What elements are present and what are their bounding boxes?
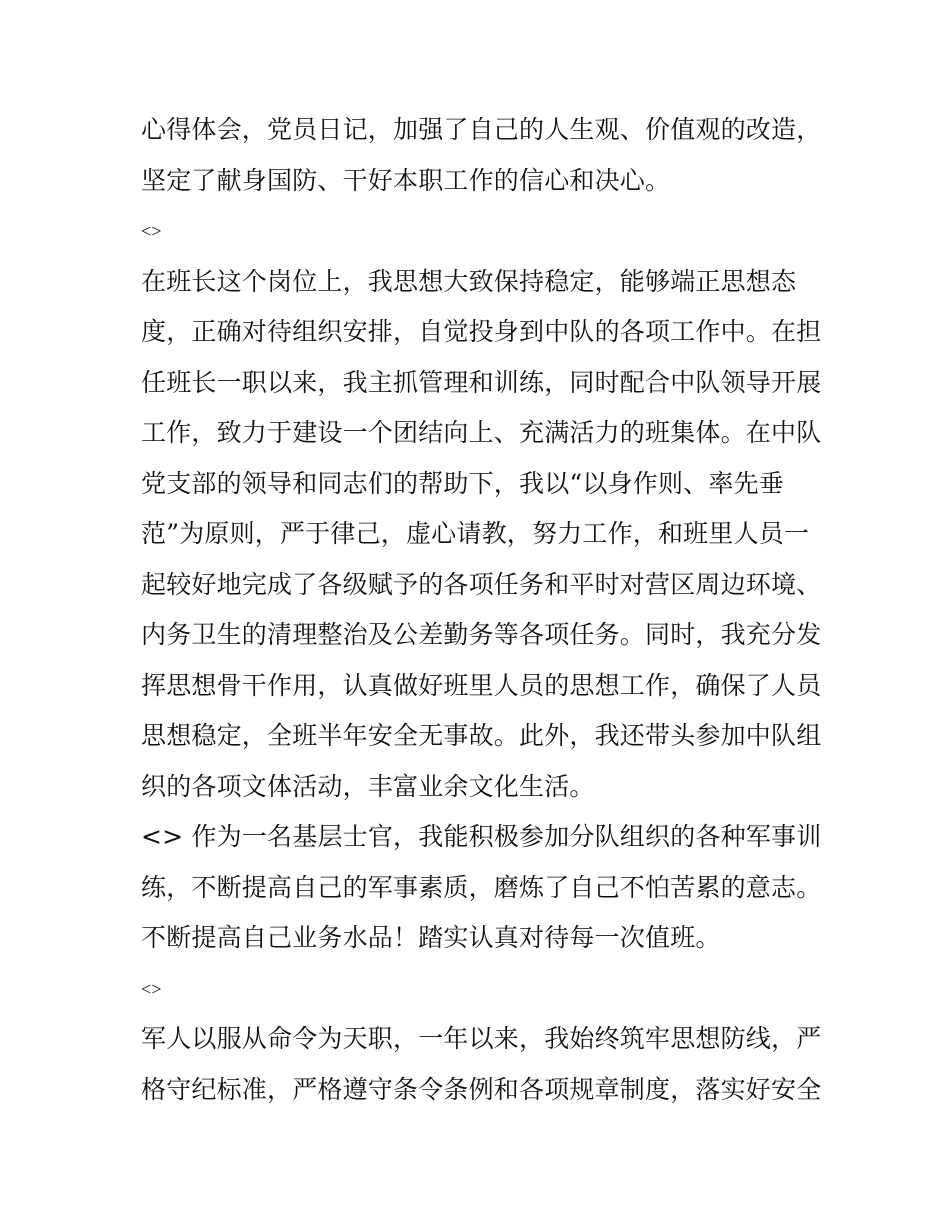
text-line: 挥思想骨干作用，认真做好班里人员的思想工作，确保了人员 <box>141 670 822 700</box>
text-line: 内务卫生的清理整治及公差勤务等各项任务。同时，我充分发 <box>141 620 822 649</box>
document-body <box>141 110 821 1120</box>
text-line: 工作，致力于建设一个团结向上、充满活力的班集体。在中队 <box>141 418 822 447</box>
text-line: 任班长一职以来，我主抓管理和训练，同时配合中队领导开展 <box>141 367 822 397</box>
text-line: 党支部的领导和同志们的帮助下，我以“以身作则、率先垂 <box>141 468 784 498</box>
text-line: 坚定了献身国防、干好本职工作的信心和决心。 <box>141 165 671 195</box>
text-line: <> 作为一名基层士官，我能积极参加分队组织的各种军事训 <box>141 822 822 851</box>
text-line: 练，不断提高自己的军事素质，磨炼了自己不怕苦累的意志。 <box>141 872 822 902</box>
text-line: 思想稳定，全班半年安全无事故。此外，我还带头参加中队组 <box>141 721 822 750</box>
text-line: 军人以服从命令为天职，一年以来，我始终筑牢思想防线，严 <box>141 1024 822 1053</box>
text-line: 格守纪标准，严格遵守条令条例和各项规章制度，落实好安全 <box>141 1074 822 1104</box>
text-line: 范”为原则，严于律己，虚心请教，努力工作，和班里人员一 <box>141 519 810 548</box>
text-line: 在班长这个岗位上，我思想大致保持稳定，能够端正思想态 <box>141 266 797 296</box>
text-line: 不断提高自己业务水品！踏实认真对待每一次值班。 <box>141 923 721 952</box>
text-line: 心得体会，党员日记，加强了自己的人生观、价值观的改造， <box>141 115 822 144</box>
text-line: 度，正确对待组织安排，自觉投身到中队的各项工作中。在担 <box>141 317 822 346</box>
text-line: 织的各项文体活动，丰富业余文化生活。 <box>141 771 595 801</box>
paragraph-marker: <> <box>141 221 162 241</box>
paragraph-marker: <> <box>141 978 162 999</box>
text-line: 起较好地完成了各级赋予的各项任务和平时对营区周边环境、 <box>141 569 822 599</box>
